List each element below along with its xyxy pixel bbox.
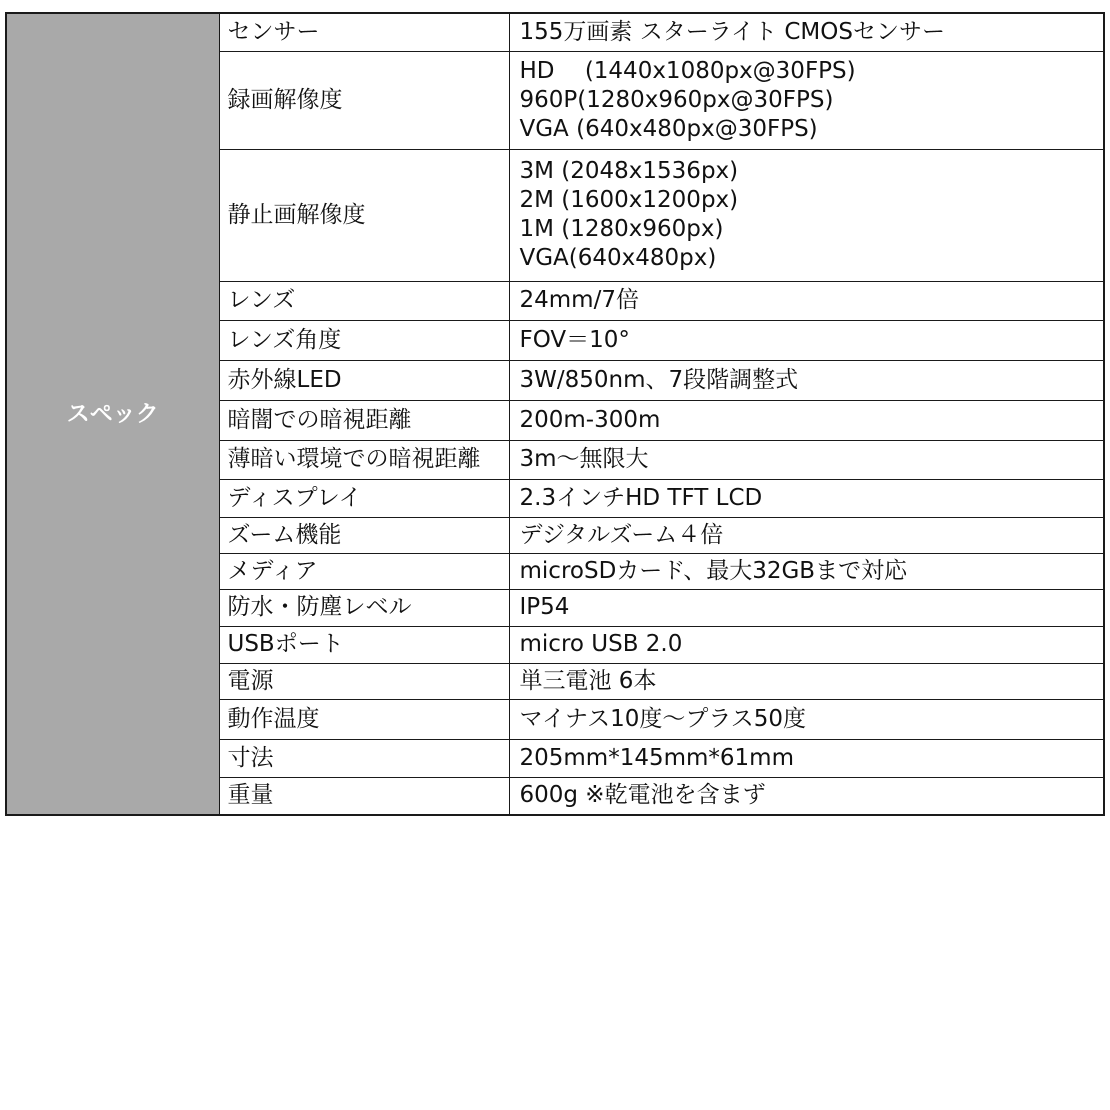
spec-label: 重量 (219, 777, 509, 815)
spec-value (509, 440, 1104, 479)
spec-value (509, 320, 1104, 360)
spec-value-line: 単三電池 6本 (519, 667, 657, 694)
spec-value (509, 589, 1104, 626)
spec-value (509, 517, 1104, 553)
spec-value-line: 1M (1280x960px) (519, 216, 724, 242)
spec-label: 薄暗い環境での暗視距離 (219, 440, 509, 479)
spec-table (5, 12, 1105, 816)
spec-value-line: マイナス10度〜プラス50度 (519, 705, 806, 732)
spec-label: ディスプレイ (219, 479, 509, 517)
spec-value-line: 3M (2048x1536px) (519, 158, 739, 184)
spec-value-line: VGA(640x480px) (519, 245, 717, 271)
spec-value-line: 200m-300m (519, 406, 661, 433)
spec-value (509, 739, 1104, 777)
spec-value-line: 3m〜無限大 (519, 446, 649, 472)
category-cell: スペック (6, 13, 219, 815)
spec-label: 電源 (219, 663, 509, 699)
spec-value-line: IP54 (519, 594, 570, 620)
spec-value (509, 13, 1104, 51)
spec-row (6, 13, 1104, 51)
spec-value-line: 2.3インチHD TFT LCD (519, 484, 763, 511)
spec-value (509, 400, 1104, 440)
spec-label: レンズ角度 (219, 320, 509, 360)
spec-label: 赤外線LED (219, 360, 509, 400)
spec-label: レンズ (219, 281, 509, 320)
spec-label: USBポート (219, 626, 509, 663)
spec-value-line: デジタルズーム４倍 (519, 521, 724, 548)
spec-value (509, 51, 1104, 149)
spec-label: 暗闇での暗視距離 (219, 400, 509, 440)
spec-label: ズーム機能 (219, 517, 509, 553)
spec-value-line: 205mm*145mm*61mm (519, 744, 794, 771)
spec-value (509, 553, 1104, 589)
spec-value (509, 149, 1104, 281)
spec-value-line: 24mm/7倍 (519, 287, 639, 313)
spec-value-line: micro USB 2.0 (519, 631, 683, 657)
spec-label: 防水・防塵レベル (219, 589, 509, 626)
spec-label: 動作温度 (219, 699, 509, 739)
spec-value (509, 777, 1104, 815)
spec-value-line: FOV＝10° (519, 326, 630, 353)
spec-value-line: microSDカード、最大32GBまで対応 (519, 557, 908, 584)
spec-value (509, 626, 1104, 663)
spec-value-line: 600g ※乾電池を含まず (519, 782, 766, 809)
spec-value (509, 699, 1104, 739)
spec-value (509, 663, 1104, 699)
spec-value-line: 960P(1280x960px@30FPS) (519, 86, 834, 113)
spec-value-line: VGA (640x480px@30FPS) (519, 115, 818, 142)
spec-table-body (6, 13, 1104, 815)
spec-value-line: HD (1440x1080px@30FPS) (519, 57, 856, 84)
spec-value-line: 155万画素 スターライト CMOSセンサー (519, 18, 945, 45)
spec-value (509, 281, 1104, 320)
spec-value (509, 479, 1104, 517)
spec-value (509, 360, 1104, 400)
spec-label: 寸法 (219, 739, 509, 777)
spec-label: メディア (219, 553, 509, 589)
spec-label: 録画解像度 (219, 51, 509, 149)
spec-label: 静止画解像度 (219, 149, 509, 281)
spec-value-line: 3W/850nm、7段階調整式 (519, 366, 799, 393)
spec-label: センサー (219, 13, 509, 51)
spec-value-line: 2M (1600x1200px) (519, 187, 739, 213)
